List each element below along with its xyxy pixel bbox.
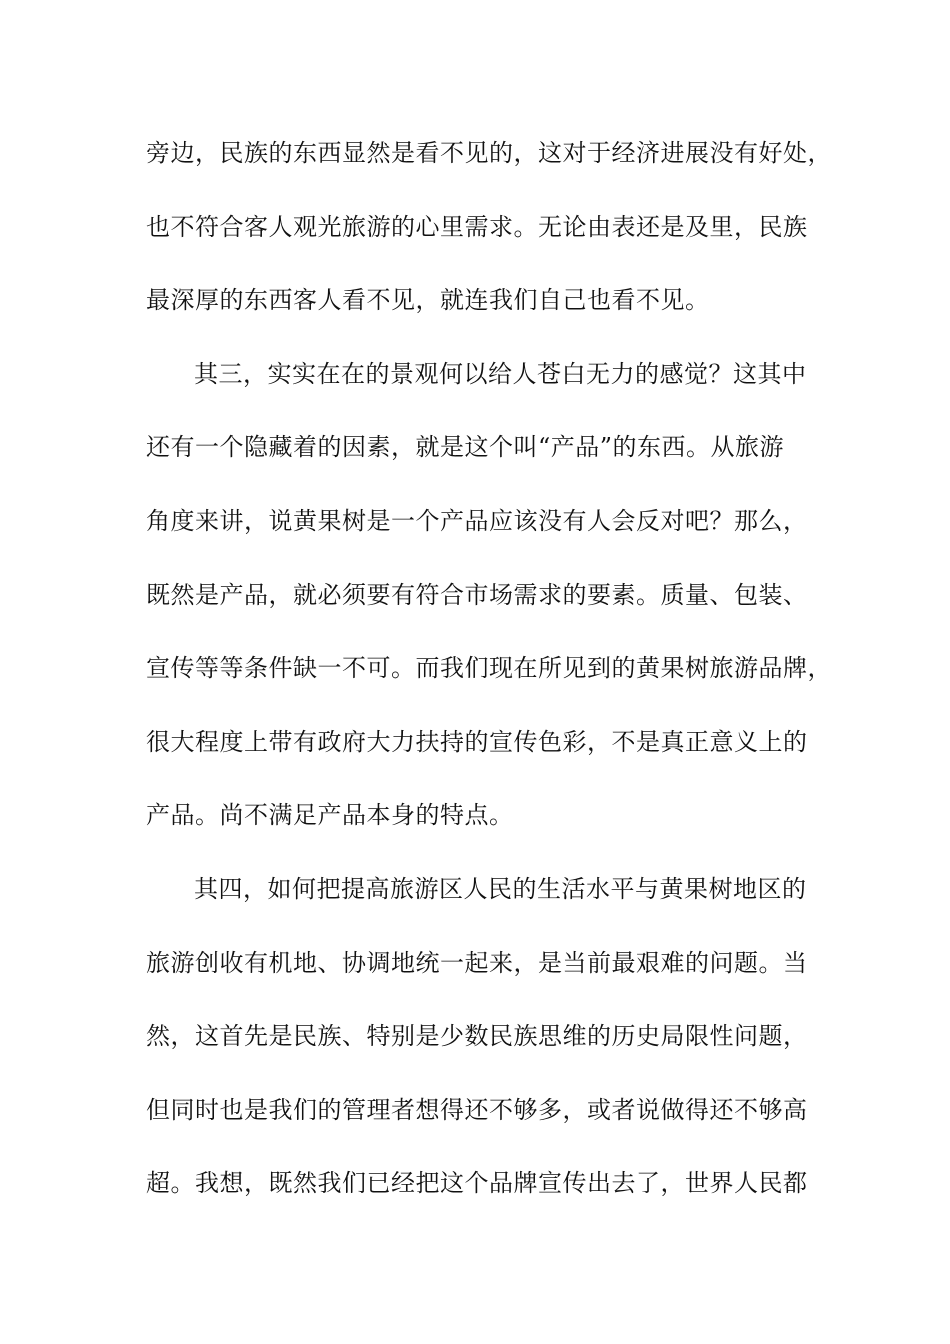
text-line: 但同时也是我们的管理者想得还不够多，或者说做得还不够高 bbox=[146, 1095, 808, 1124]
text-line: 其四，如何把提高旅游区人民的生活水平与黄果树地区的 bbox=[194, 874, 807, 903]
body-text bbox=[146, 128, 832, 1232]
text-line: 旅游创收有机地、协调地统一起来，是当前最艰难的问题。当 bbox=[146, 948, 808, 977]
text-line: 角度来讲，说黄果树是一个产品应该没有人会反对吧？那么， bbox=[146, 506, 808, 535]
paragraph bbox=[146, 349, 832, 864]
text-line: 其三，实实在在的景观何以给人苍白无力的感觉？这其中 bbox=[194, 359, 807, 388]
text-line: 也不符合客人观光旅游的心里需求。无论由表还是及里，民族 bbox=[146, 212, 808, 241]
text-line: 最深厚的东西客人看不见，就连我们自己也看不见。 bbox=[146, 286, 710, 315]
paragraph bbox=[146, 128, 832, 349]
text-line: 超。我想，既然我们已经把这个品牌宣传出去了，世界人民都 bbox=[146, 1169, 808, 1198]
text-line: 还有一个隐藏着的因素，就是这个叫“产品”的东西。从旅游 bbox=[146, 433, 785, 462]
text-line: 既然是产品，就必须要有符合市场需求的要素。质量、包装、 bbox=[146, 580, 808, 609]
paragraph bbox=[146, 864, 806, 1232]
text-line: 旁边，民族的东西显然是看不见的，这对于经济进展没有好处， bbox=[146, 139, 832, 167]
text-line: 然，这首先是民族、特别是少数民族思维的历史局限性问题， bbox=[146, 1022, 808, 1051]
text-line: 很大程度上带有政府大力扶持的宣传色彩，不是真正意义上的 bbox=[146, 727, 808, 756]
text-line: 宣传等等条件缺一不可。而我们现在所见到的黄果树旅游品牌， bbox=[146, 654, 832, 683]
text-line: 产品。尚不满足产品本身的特点。 bbox=[146, 801, 514, 830]
